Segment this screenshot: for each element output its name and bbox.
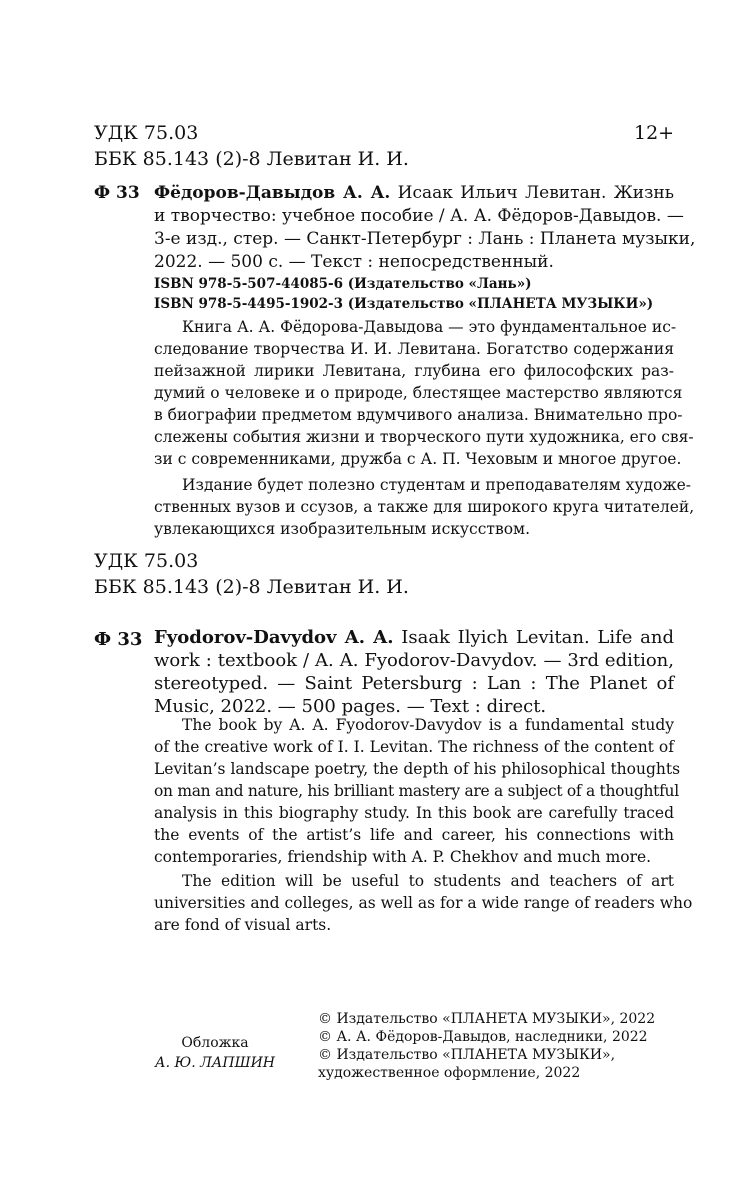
author-ru: Фёдоров-Давыдов А. А. [154, 183, 391, 203]
age-rating: 12+ [634, 122, 675, 144]
annotation-ru-line: увлекающихся изобразительным искусством. [154, 520, 531, 538]
author-index-ru: Ф 33 [94, 183, 140, 203]
bbk-code: ББК 85.143 (2)-8 Левитан И. И. [94, 148, 409, 170]
copyright-line: © Издательство «ПЛАНЕТА МУЗЫКИ», 2022 [318, 1011, 656, 1027]
cover-label: Обложка [181, 1035, 249, 1051]
author-index-en: Ф 33 [94, 629, 143, 650]
biblio-ru [154, 182, 674, 205]
biblio-en-line: Isaak Ilyich Levitan. Life and [401, 627, 674, 648]
annotation-ru-line: Книга А. А. Фёдорова-Давыдова — это фундаментальное ис- [182, 318, 677, 336]
biblio-en [154, 626, 674, 718]
annotation-en-line: on man and nature, his brilliant mastery are a subject of a thoughtful [154, 782, 679, 800]
biblio-ru-line: 2022. — 500 с. — Текст : непосредственный. [154, 252, 554, 272]
biblio-ru-line: Исаак Ильич Левитан. Жизнь [397, 183, 674, 203]
udk-code-en: УДК 75.03 [94, 550, 199, 572]
cover-designer: А. Ю. ЛАПШИН [155, 1055, 275, 1071]
annotation-ru-line: слежены события жизни и творческого пути художника, его свя- [154, 428, 694, 446]
biblio-en-line: Music, 2022. — 500 pages. — Text : direct. [154, 696, 547, 717]
isbn-lan: ISBN 978-5-507-44085-6 (Издательство «Лань») [154, 276, 532, 292]
annotation-ru-line: пейзажной лирики Левитана, глубина его философских раз- [154, 362, 674, 380]
annotation-en-line: of the creative work of I. I. Levitan. The richness of the content of [154, 738, 674, 756]
annotation-en-line: are fond of visual arts. [154, 916, 332, 934]
annotation-ru-line: следование творчества И. И. Левитана. Богатство содержания [154, 340, 674, 358]
annotation-ru-line: зи с современниками, дружба с А. П. Чеховым и многое другое. [154, 450, 682, 468]
biblio-ru-line: и творчество: учебное пособие / А. А. Фёдоров-Давыдов. — [154, 206, 684, 226]
isbn-planeta: ISBN 978-5-4495-1902-3 (Издательство «ПЛАНЕТА МУЗЫКИ») [154, 296, 654, 312]
bbk-code-en: ББК 85.143 (2)-8 Левитан И. И. [94, 576, 409, 598]
annotation-ru-line: Издание будет полезно студентам и преподавателям художе- [182, 476, 691, 494]
copyright-line: © А. А. Фёдоров-Давыдов, наследники, 2022 [318, 1029, 648, 1045]
annotation-en-line: analysis in this biography study. In this book are carefully traced [154, 804, 674, 822]
biblio-en-line: stereotyped. — Saint Petersburg : Lan : The Planet of [154, 673, 674, 694]
annotation-ru-line: думий о человеке и о природе, блестящее мастерство являются [154, 384, 683, 402]
annotation-ru-line: в биографии предметом вдумчивого анализа. Внимательно про- [154, 406, 683, 424]
annotation-en-line: contemporaries, friendship with A. P. Chekhov and much more. [154, 848, 652, 866]
annotation-en-line: The book by A. A. Fyodorov-Davydov is a fundamental study [182, 716, 674, 734]
annotation-en-line: Levitan’s landscape poetry, the depth of his philosophical thoughts [154, 760, 681, 778]
biblio-en-line: work : textbook / A. A. Fyodorov-Davydov. — 3rd edition, [154, 650, 674, 671]
biblio-ru-rest [154, 205, 696, 274]
copyright-line: © Издательство «ПЛАНЕТА МУЗЫКИ», [318, 1047, 616, 1063]
biblio-ru-line: 3-е изд., стер. — Санкт-Петербург : Лань : Планета музыки, [154, 229, 696, 249]
annotation-en-line: the events of the artist’s life and career, his connections with [154, 826, 674, 844]
author-en: Fyodorov-Davydov A. A. [154, 627, 394, 648]
udk-code: УДК 75.03 [94, 122, 199, 144]
annotation-en-line: universities and colleges, as well as for a wide range of readers who [154, 894, 693, 912]
annotation-en [154, 714, 693, 936]
annotation-ru-line: ственных вузов и ссузов, а также для широкого круга читателей, [154, 498, 695, 516]
annotation-ru [154, 316, 695, 540]
annotation-en-line: The edition will be useful to students and teachers of art [182, 872, 674, 890]
copyright-line: художественное оформление, 2022 [318, 1065, 581, 1081]
